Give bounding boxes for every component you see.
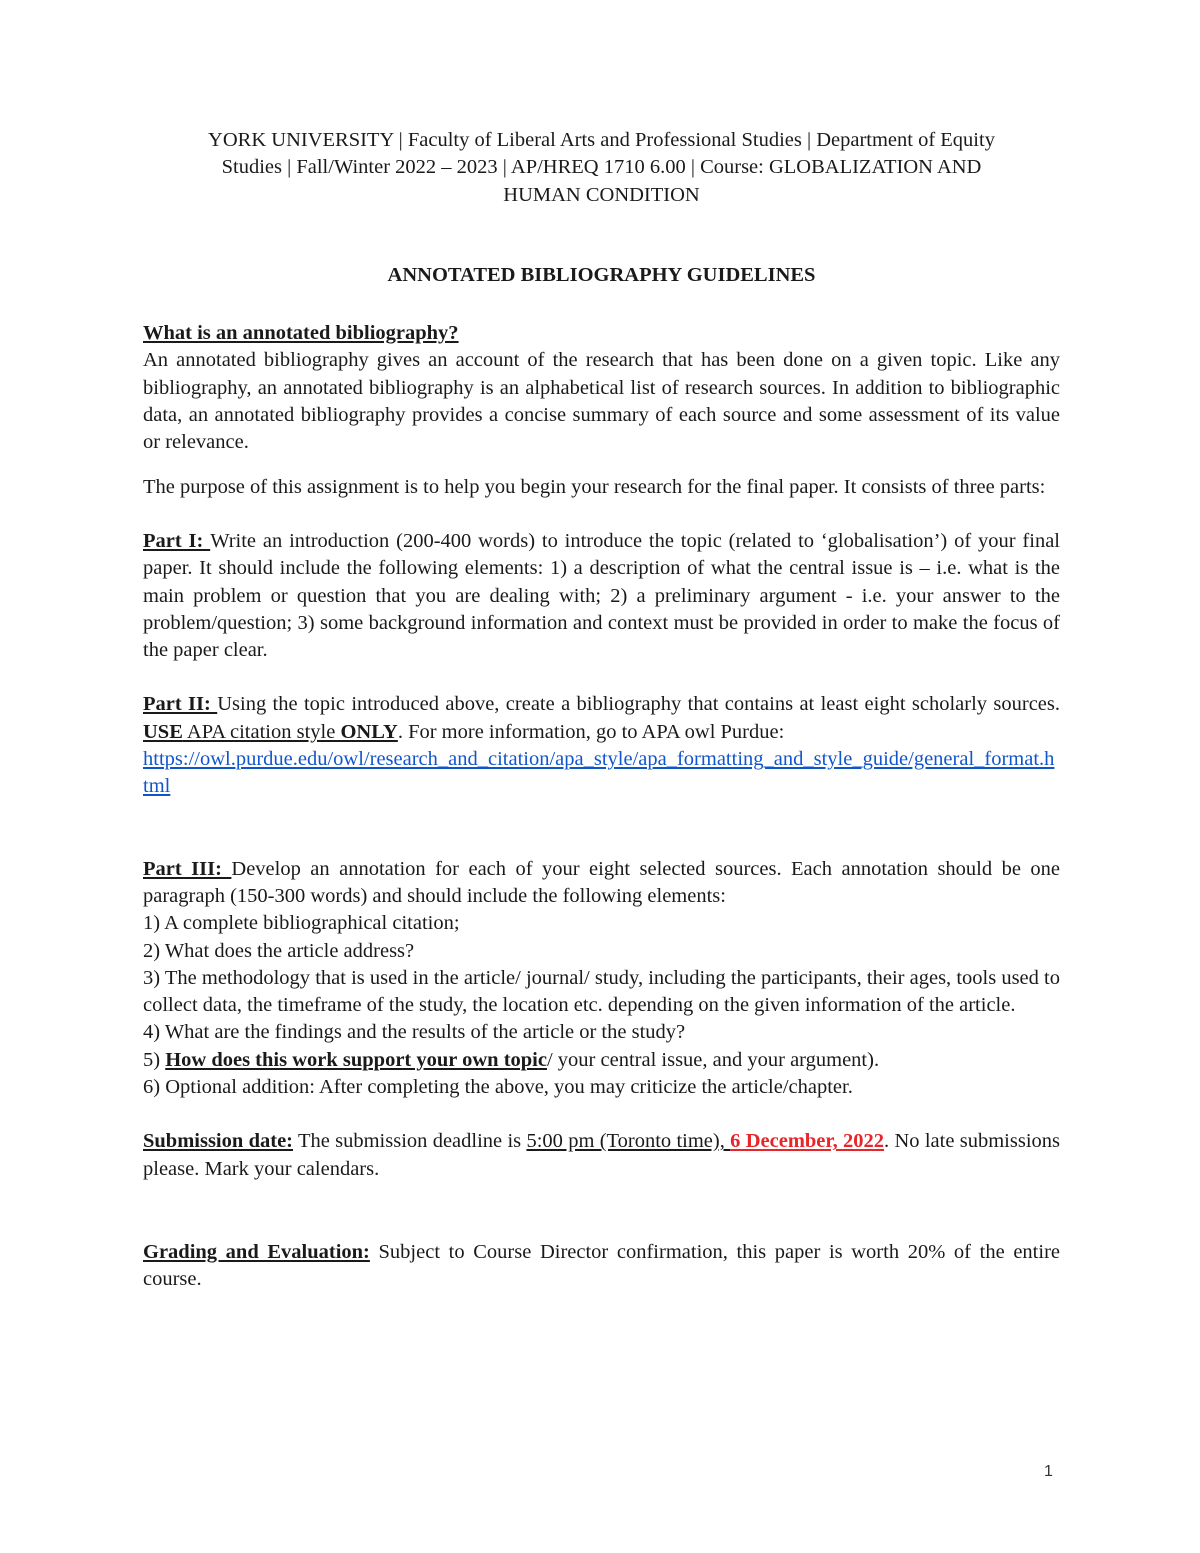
only-emphasis: ONLY [340,720,398,743]
document-title: ANNOTATED BIBLIOGRAPHY GUIDELINES [387,263,816,286]
part-2-label: Part II: [143,693,218,716]
header-line-3: HUMAN CONDITION [503,183,700,206]
submission-text-b: . No late submissions please. Mark your calendars. [143,1130,1060,1180]
grading-text: Subject to Course Director confirmation, this paper is worth 20% of the entire course. [143,1240,1060,1291]
part-3-paragraph [143,856,1060,911]
submission-paragraph [143,1128,1060,1183]
page-number: 1 [1044,1463,1053,1480]
part-3-text: Develop an annotation for each of your eight selected sources. Each annotation should be one paragraph (150-300 words) and should include the following elements: [143,857,1060,907]
header-line-1: YORK UNIVERSITY | Faculty of Liberal Arts and Professional Studies | Department of Equity [208,129,995,151]
purpose-paragraph: The purpose of this assignment is to help you begin your research for the final paper. It consists of three parts: [143,475,1046,498]
document-page [143,127,1060,1294]
list-item: 1) A complete bibliographical citation; [143,912,460,935]
list-item-5 [143,1047,1060,1074]
header-line-2: Studies | Fall/Winter 2022 – 2023 | AP/HREQ 1710 6.00 | Course: GLOBALIZATION AND [221,156,982,179]
grading-label: Grading and Evaluation: [143,1240,370,1263]
item-5-bold: How does this work support your own topic [165,1048,547,1071]
part-1-text: Write an introduction (200-400 words) to introduce the topic (related to ‘globalisation’) of your final paper. It should include the following elements: 1) a description of what the central issue is – i.e. what is the main problem or question that you are dealing with; 2) a preliminary argument - i.e. your answer to the problem/question; 3) some background information and context must be provided in order to make the focus of the paper clear. [143,529,1060,662]
apa-emphasis: APA citation style [182,720,341,743]
course-header [143,127,1060,209]
use-emphasis: USE [143,720,183,743]
part-1-label: Part I: [143,529,211,552]
list-item: 2) What does the article address? [143,939,415,962]
part-2-paragraph [143,691,1060,800]
item-5-prefix: 5) [143,1048,166,1071]
grading-paragraph [143,1239,1060,1294]
submission-text-a: The submission deadline is [293,1130,527,1153]
list-item: 6) Optional addition: After completing the above, you may criticize the article/chapter. [143,1076,853,1099]
item-5-rest: / your central issue, and your argument). [546,1048,880,1071]
what-is-heading: What is an annotated bibliography? [143,322,459,345]
part-2-text-b: . For more information, go to APA owl Purdue: [397,720,785,743]
submission-date: 6 December, 2022 [730,1130,885,1153]
submission-time: 5:00 pm (Toronto time), [526,1130,731,1153]
part-2-text-a: Using the topic introduced above, create a bibliography that contains at least eight scholarly sources. [217,693,1061,716]
submission-label: Submission date: [143,1130,293,1153]
what-is-paragraph: An annotated bibliography gives an account of the research that has been done on a given topic. Like any bibliography, an annotated bibliography is an alphabetical list of research sources. In addition to bibliographic data, an annotated bibliography provides a concise summary of each source and some assessment of its value or relevance. [143,349,1060,454]
part-1-paragraph [143,528,1060,664]
list-item: 4) What are the findings and the results of the article or the study? [143,1021,686,1044]
list-item: 3) The methodology that is used in the article/ journal/ study, including the participants, their ages, tools used to collect data, the timeframe of the study, the location etc. depending on the given information of the article. [143,966,1060,1017]
apa-purdue-link[interactable]: https://owl.purdue.edu/owl/research_and_citation/apa_style/apa_formatting_and_style_guide/general_format.html [143,748,1055,798]
part-3-label: Part III: [143,857,232,880]
